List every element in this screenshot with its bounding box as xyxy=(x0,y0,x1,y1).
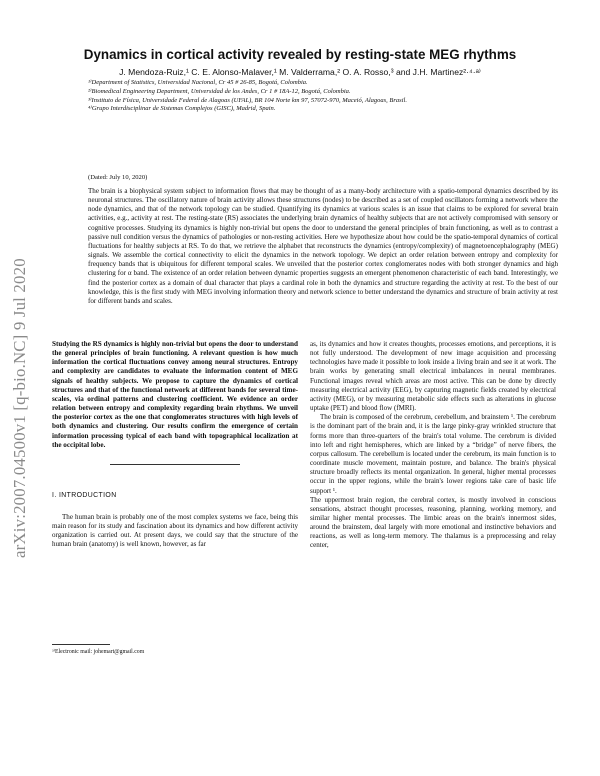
abstract: The brain is a biophysical system subject to information flows that may be thought of as a many-body architecture with a spatio-temporal dynamics described by its neuronal structures. The oscillatory nature of brain activity allows these structures (nodes) to be described as a set of coupled oscillators forming a network where the node dynamics, and that of the network topology can be studied. Quantifying its dynamics at various scales is an issue that claims to be explored for several brain activities, e.g., activity at rest. The resting-state (RS) associates the underlying brain dynamics of healthy subjects that are not actively compromised with sensory or cognitive processes. Studying its dynamics is highly non-trivial but opens the door to understand the general principles of brain functioning, as well as to contrast a passive null condition versus the dynamics of pathologies or non-resting activities. Here we hypothesize about how could be the spatio-temporal dynamics of cortical fluctuations for healthy subjects at RS. To do that, we retrieve the alphabet that reconstructs the dynamics (entropy/complexity) of magnetoencephalography (MEG) signals. We assemble the cortical connectivity to elicit the dynamics in the network topology. We depict an order relation between entropy and complexity for frequency bands that is ubiquitous for different temporal scales. We unveiled that the posterior cortex conglomerates nodes with both stronger dynamics and high clustering for α band. The existence of an order relation between dynamic properties suggests an emergent phenomenon characteristic of each band. Interestingly, we find the posterior cortex as a domain of dual character that plays a cardinal role in both the dynamics and structure regarding the activity at rest. To the best of our knowledge, this is the first study with MEG involving information theory and network science to better understand the dynamics and structure of brain activity at rest for different bands and scales. xyxy=(88,187,558,305)
body-paragraph: The uppermost brain region, the cerebral cortex, is mostly involved in conscious sensations, abstract thought processes, reasoning, planning, working memory, and similar higher mental processes. The limbic areas on the brain's innermost sides, around the brainstem, deal largely with more emotional and instinctive behaviors and reactions, as well as long-term memory. The thalamus is a preprocessing and relay center, xyxy=(310,495,556,550)
section-heading: I. INTRODUCTION xyxy=(52,491,117,499)
author-list: J. Mendoza-Ruiz,¹ C. E. Alonso-Malaver,¹ M. Valderrama,² O. A. Rosso,³ and J.H. Martinez²·⁴·ᵃ⁾ xyxy=(119,67,481,77)
body-paragraph: The human brain is probably one of the most complex systems we face, being this main reason for its study and fascination about its dynamics and how different activity organization is carried out. At present days, we could say that the structure of the human brain (anatomy) is well known, however, as far xyxy=(52,512,298,549)
footnote-divider xyxy=(52,644,110,645)
body-paragraph: The brain is composed of the cerebrum, cerebellum, and brainstem ¹. The cerebrum is the dominant part of the brain and, it is the large pinky-gray wrinkled structure that forms more than three-quarters of the brain's total volume. The cerebrum is divided into left and right hemispheres, which are linked by a “bridge” of nerve fibers, the corpus callosum. The cerebellum is located under the cerebrum, its main function is to coordinate muscle movement, maintain posture, and balance. The brain's physical structure broadly reflects its mental organization. In general, higher mental processes occur in the upper regions, while the brain's lower regions take care of basic life support ¹. xyxy=(310,413,556,495)
affiliation: ²⁾Biomedical Engineering Department, Universidad de los Andes, Cr 1 # 18A-12, Bogotá, Colombia. xyxy=(88,87,351,95)
arxiv-identifier[interactable]: arXiv:2007.04500v1 [q-bio.NC] 9 Jul 2020 xyxy=(10,258,29,558)
affiliation-list xyxy=(88,79,518,114)
body-paragraph: as, its dynamics and how it creates thoughts, processes emotions, and perceptions, it is not fully understood. The development of new image acquisition and processing technologies have made it possible to look inside a living brain and see it at work. The brain works by generating small electrical imbalances in neural membranes. Functional images reveal which areas are most active. This can be done by directly measuring electrical activity (EEG), by capturing magnetic fields created by electrical activity (MEG), or by measuring metabolic side effects such as alterations in glucose uptake (PET) and blood flow (fMRI). xyxy=(310,340,556,413)
affiliation: ⁴⁾Grupo Interdisciplinar de Sistemas Complejos (GISC), Madrid, Spain. xyxy=(88,105,276,113)
affiliation: ³⁾Instituto de Física, Universidade Federal de Alagoas (UFAL), BR 104 Norte km 97, 57072-970, Maceió, Alagoas, Brasil. xyxy=(88,96,407,104)
lead-paragraph: Studying the RS dynamics is highly non-trivial but opens the door to understand the general principles of brain functioning. A relevant question is how much information the cortical fluctuations convey among neural structures. Entropy and complexity are candidates to evaluate the information content of MEG signals of healthy subjects. We propose to capture the dynamics of cortical structures and that of the functional network at different bands for several time-scales, via ordinal patterns and clustering coefficient. We evidence an order relation between entropy and complexity regarding brain rhythms. We unveil the posterior cortex as the one that conglomerates structures with high levels of both dynamics and clustering. Our results confirm the emergence of certain information processing typical of each band with topographical localization at the occipital lobe. xyxy=(52,340,298,449)
paper-title: Dynamics in cortical activity revealed by resting-state MEG rhythms xyxy=(83,47,517,62)
affiliation: ¹⁾Department of Statistics, Universidad Nacional, Cr 45 # 26-85, Bogotá, Colombia. xyxy=(88,79,308,86)
section-divider xyxy=(110,464,240,465)
right-column xyxy=(310,340,556,551)
left-column xyxy=(52,340,298,550)
date-line: (Dated: July 10, 2020) xyxy=(88,174,148,181)
footnote: ᵃ⁾Electronic mail: johemart@gmail.com xyxy=(52,649,145,655)
